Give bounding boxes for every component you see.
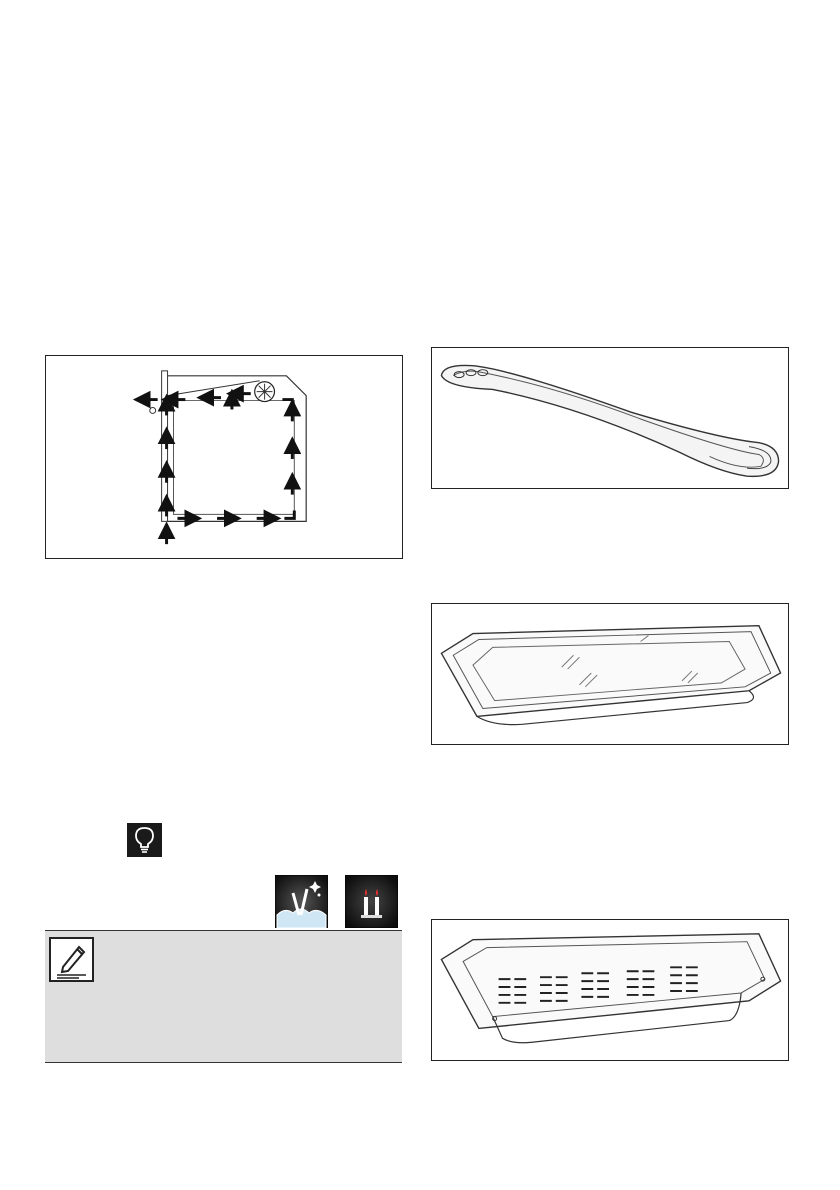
oven-airflow-diagram bbox=[45, 355, 403, 559]
candles-mode-icon bbox=[345, 875, 398, 928]
glass-tray-illustration bbox=[431, 603, 789, 745]
perforated-tray-drawing bbox=[432, 920, 788, 1060]
lightbulb-icon bbox=[127, 823, 162, 857]
airflow-diagram-drawing bbox=[46, 356, 402, 558]
perforated-tray-illustration bbox=[431, 919, 789, 1061]
glass-tray-drawing bbox=[432, 604, 788, 744]
spatula-drawing bbox=[432, 348, 788, 488]
note-box bbox=[45, 930, 402, 1063]
steam-clean-mode-icon bbox=[275, 875, 328, 928]
pencil-note-icon bbox=[49, 937, 94, 982]
spatula-illustration bbox=[431, 347, 789, 489]
